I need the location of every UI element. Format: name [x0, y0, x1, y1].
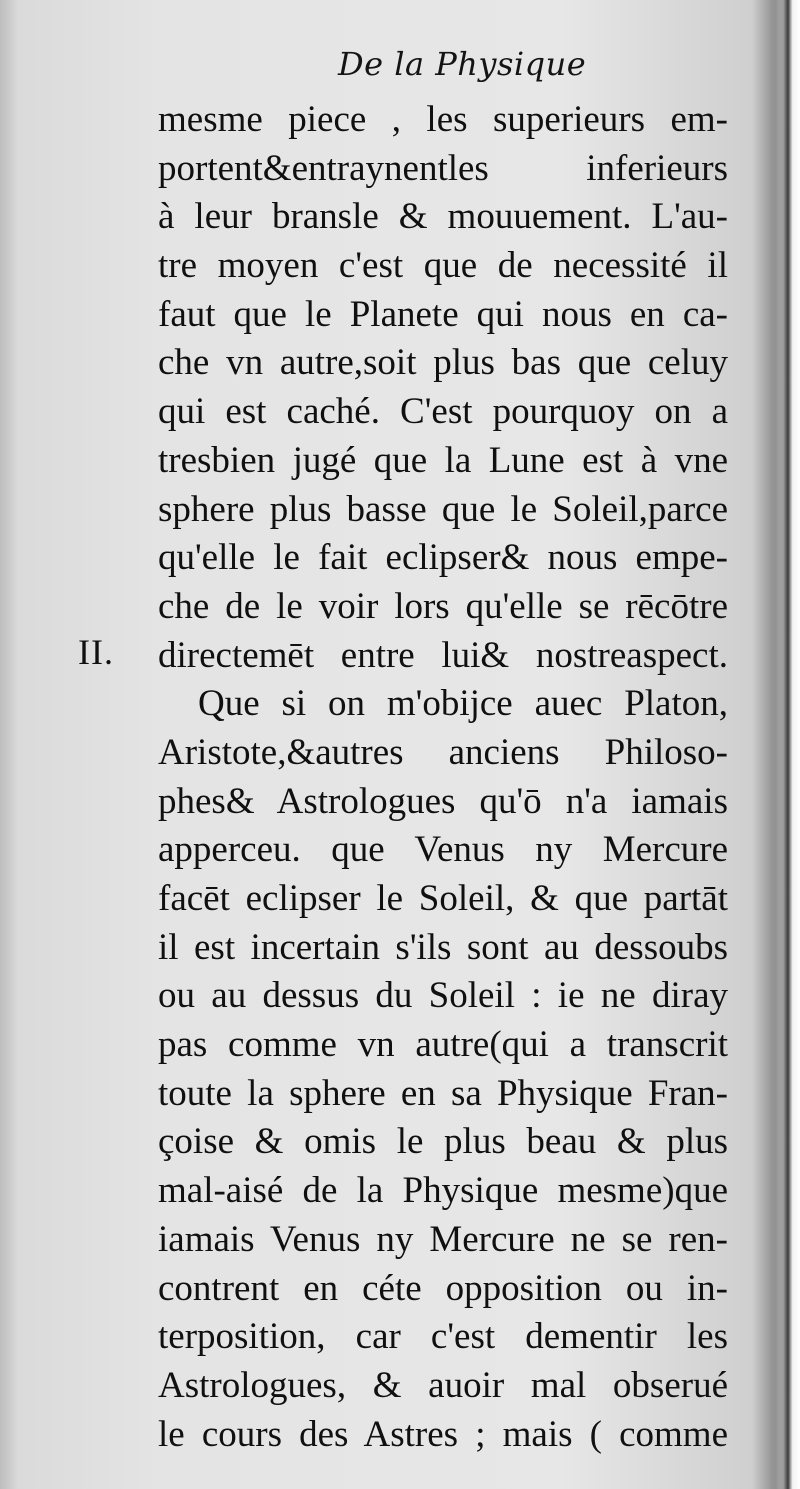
- text-line: Aristote,&autres anciens Philoso-: [158, 731, 728, 773]
- text-line: Astrologues, & auoir mal obserué: [158, 1364, 728, 1406]
- text-line: tre moyen c'est que de necessité il: [158, 245, 728, 287]
- page-right-gutter: [770, 0, 800, 1489]
- running-head: De la Physique: [338, 45, 587, 83]
- text-line: faut que le Planete qui nous en ca-: [158, 293, 728, 335]
- text-line: il est incertain s'ils sont au dessoubs: [158, 926, 728, 968]
- marginal-number: II.: [78, 632, 114, 672]
- body-text: [158, 96, 728, 1459]
- text-line: pas comme vn autre(qui a transcrit: [158, 1024, 728, 1066]
- text-line: çoise & omis le plus beau & plus: [158, 1121, 728, 1163]
- text-line: apperceu. que Venus ny Mercure: [158, 829, 728, 871]
- text-line: facēt eclipser le Soleil, & que partāt: [158, 878, 728, 919]
- text-line: phes& Astrologues qu'ō n'a iamais: [158, 780, 728, 822]
- page-left-shadow: [0, 0, 18, 1489]
- text-line: portent&entraynentles inferieurs: [158, 147, 728, 189]
- text-line: contrent en céte opposition ou in-: [158, 1267, 728, 1309]
- text-line: che vn autre,soit plus bas que celuy: [158, 342, 728, 384]
- text-line: terposition, car c'est dementir les: [158, 1316, 728, 1358]
- text-line: toute la sphere en sa Physique Fran-: [158, 1072, 728, 1114]
- text-line: le cours des Astres ; mais ( comme: [158, 1413, 728, 1455]
- text-line: mal-aisé de la Physique mesme)que: [158, 1170, 728, 1212]
- text-line: sphere plus basse que le Soleil,parce: [158, 488, 728, 530]
- text-line: tresbien jugé que la Lune est à vne: [158, 439, 728, 481]
- text-line: qui est caché. C'est pourquoy on a: [158, 391, 728, 433]
- text-line: che de le voir lors qu'elle se rēcōtre: [158, 585, 728, 627]
- text-line: directemēt entre lui& nostreaspect.: [158, 634, 728, 676]
- paragraph-start-line: Que si on m'obijce auec Platon,: [198, 683, 728, 725]
- text-line: qu'elle le fait eclipser& nous empe-: [158, 537, 728, 579]
- text-line: ou au dessus du Soleil : ie ne diray: [158, 975, 728, 1017]
- text-line: à leur bransle & mouuement. L'au-: [158, 196, 728, 238]
- text-line: iamais Venus ny Mercure ne se ren-: [158, 1218, 728, 1260]
- text-line: mesme piece , les superieurs em-: [158, 99, 728, 140]
